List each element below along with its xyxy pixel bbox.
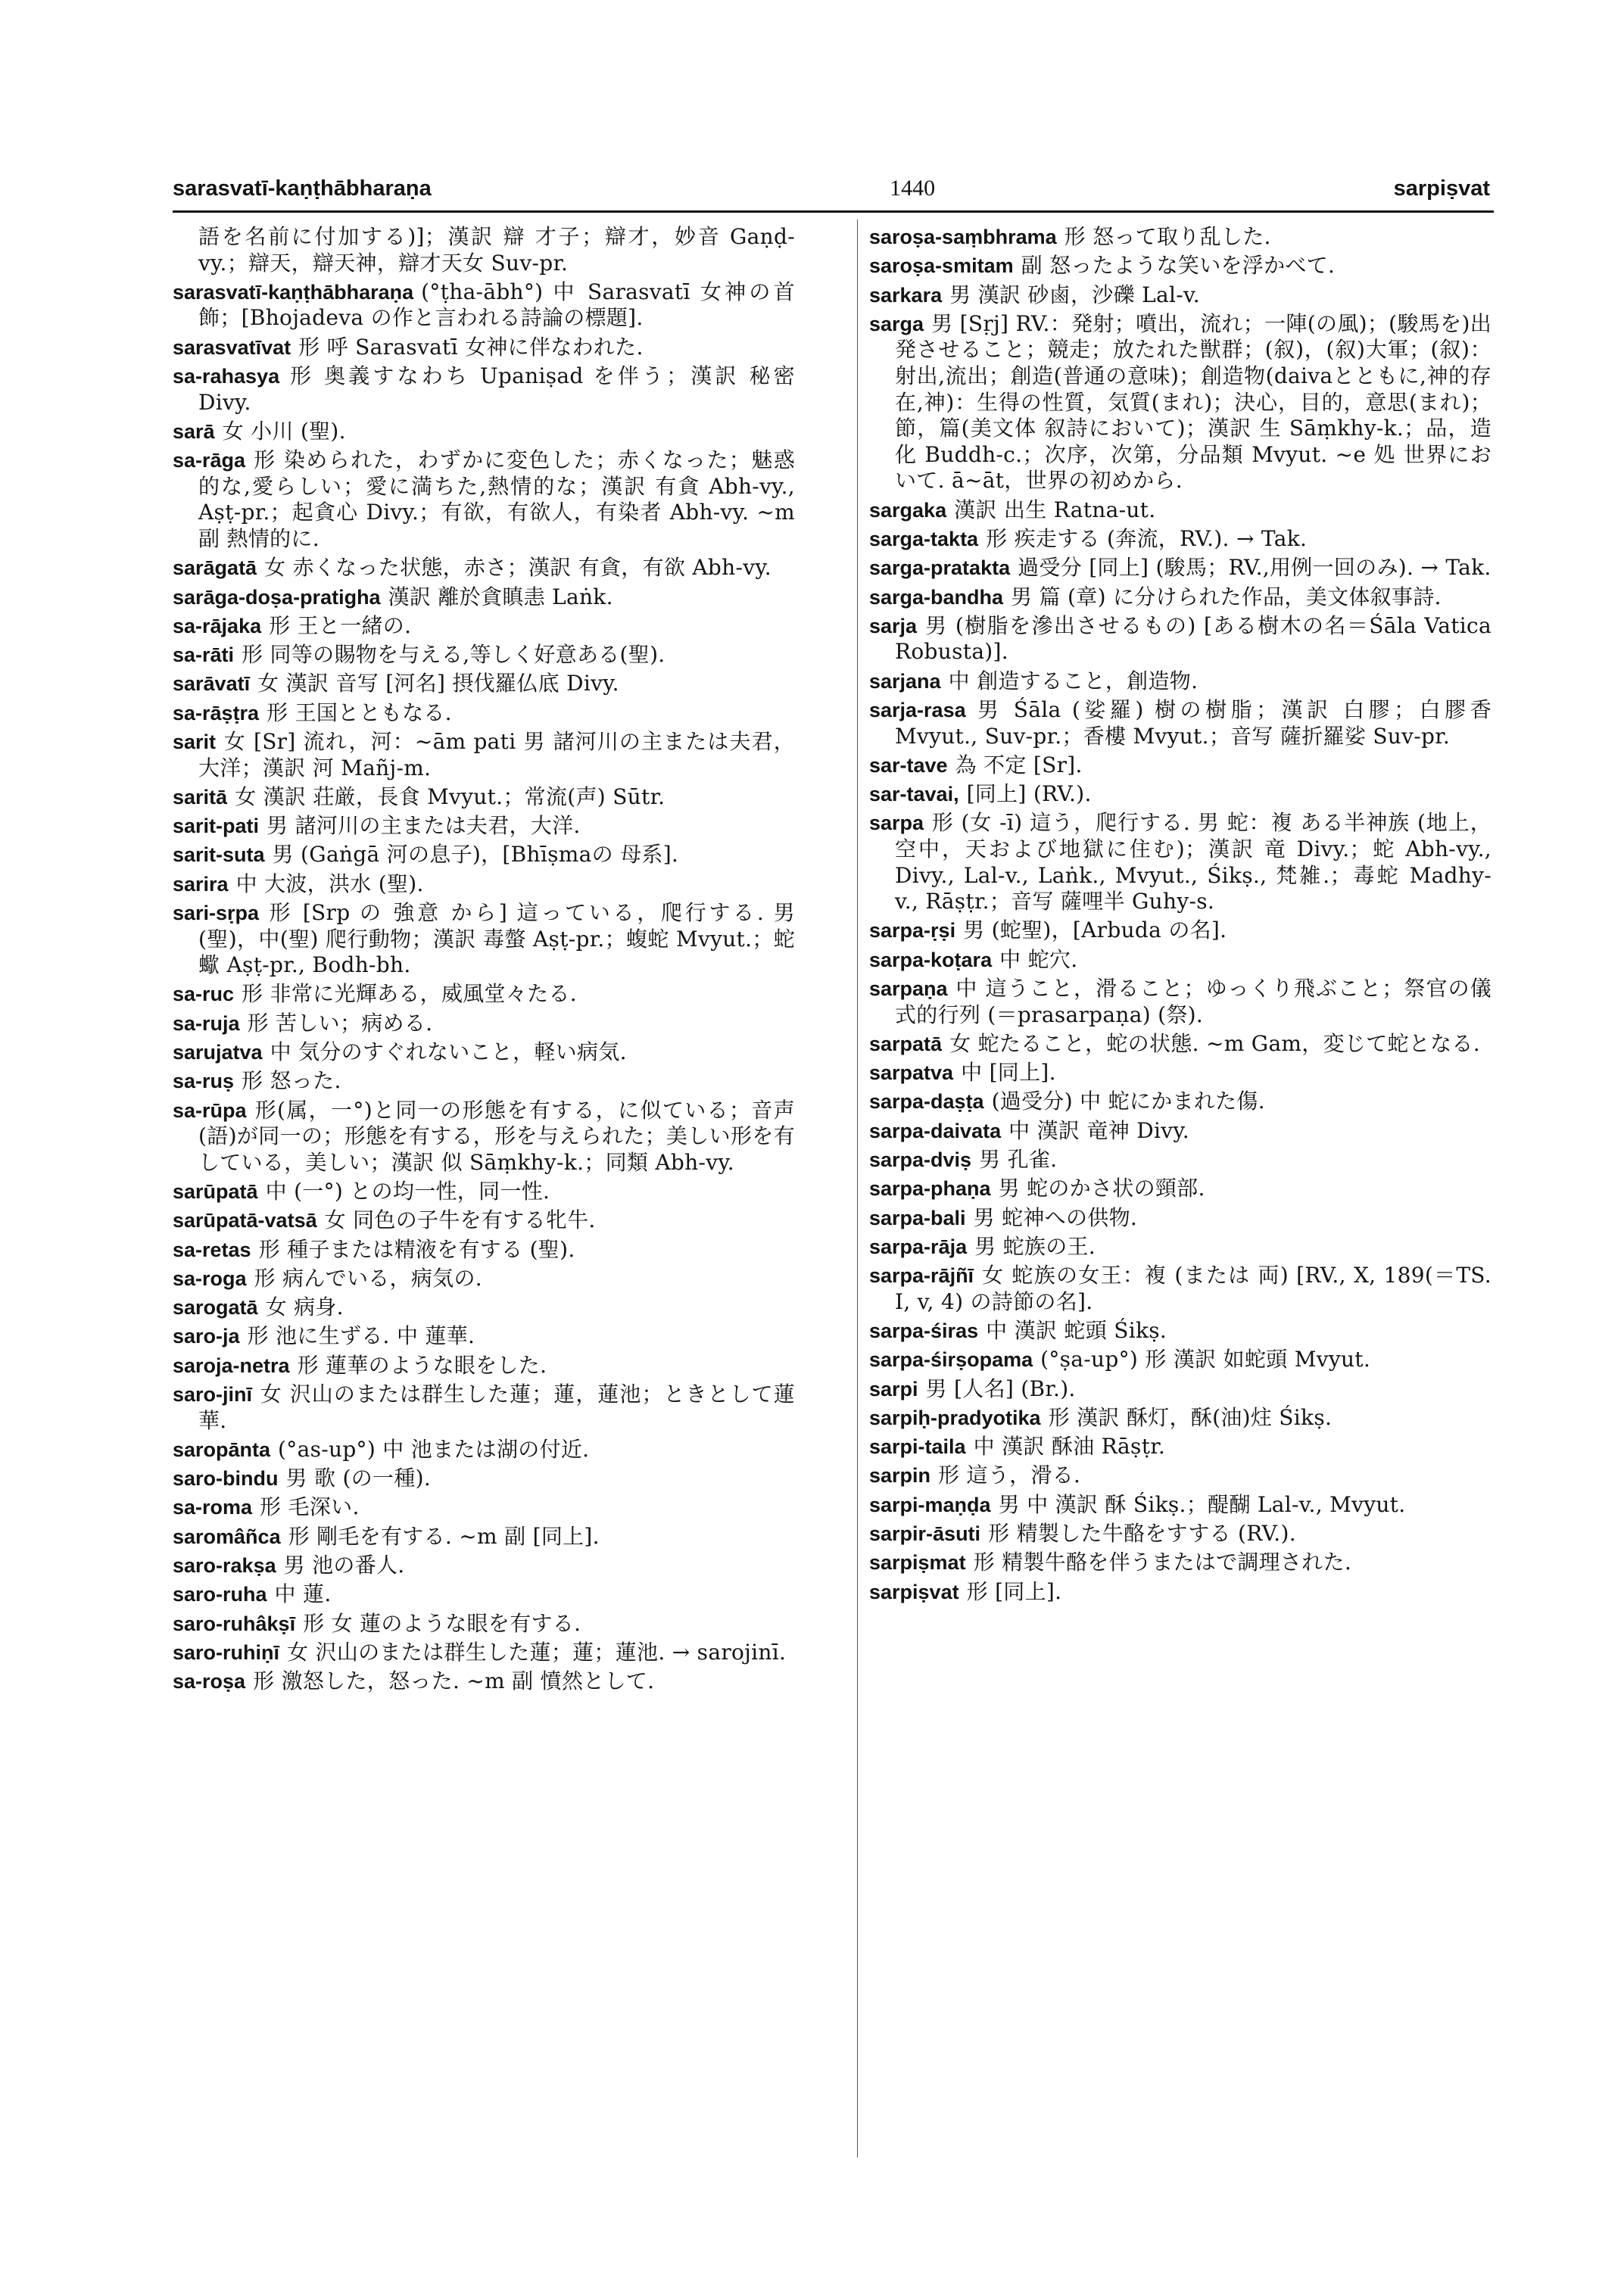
dictionary-entry: [173, 1207, 795, 1234]
dictionary-entry: [869, 947, 1492, 974]
entry-headword: sa-ruc: [173, 983, 235, 1006]
entry-definition: 形 剛毛を有する. ~m 副 [同上].: [288, 1523, 600, 1549]
dictionary-entry: [173, 1524, 795, 1550]
entry-definition: 男 Śāla (娑羅) 樹の樹脂；漢訳 白膠；白膠香 Mvyut., Suv-pr.；香樓 Mvyut.；音写 薩折羅娑 Suv-pr.: [895, 696, 1492, 749]
entry-headword: sarit: [173, 730, 217, 753]
entry-headword: sarogatā: [173, 1296, 258, 1319]
dictionary-entry: [173, 813, 795, 840]
entry-definition: 女 小川 (聖).: [222, 418, 346, 444]
dictionary-entry: [869, 1550, 1492, 1576]
entry-definition: 女 漢訳 荘厳，長食 Mvyut.；常流(声) Sūtr.: [235, 784, 665, 809]
entry-headword: sarūpatā-vatsā: [173, 1209, 317, 1232]
entry-definition: 形 激怒した，怒った. ~m 副 憤然として.: [253, 1668, 655, 1694]
dictionary-entry: [173, 1382, 795, 1434]
entry-definition: 形 怒って取り乱した.: [1064, 224, 1271, 249]
entry-headword: sa-retas: [173, 1238, 251, 1261]
entry-definition: 中 漢訳 酥油 Rāṣṭr.: [973, 1434, 1166, 1460]
entry-headword: sarpiṣvat: [869, 1580, 959, 1603]
dictionary-entry: [869, 584, 1492, 611]
entry-headword: sarpatā: [869, 1032, 943, 1055]
entry-headword: sarga-bandha: [869, 585, 1004, 609]
entry-headword: sarit-suta: [173, 843, 265, 867]
dictionary-entry: [173, 1581, 795, 1608]
header-first-headword: sarasvatī-kaṇṭhābharaṇa: [173, 176, 432, 201]
dictionary-entry: [173, 419, 795, 445]
dictionary-entry: [869, 1089, 1492, 1115]
entry-definition: 男 孔雀.: [979, 1147, 1058, 1173]
entry-headword: sarpir-āsuti: [869, 1522, 981, 1545]
entry-headword: sarga-takta: [869, 527, 979, 550]
entry-headword: sa-rājaka: [173, 614, 262, 637]
entry-definition: 女 同色の子牛を有する牝牛.: [324, 1207, 596, 1233]
entry-headword: sarāgatā: [173, 556, 257, 580]
dictionary-entry: [173, 447, 795, 552]
dictionary-entry: [173, 729, 795, 781]
entry-definition: 形 王と一緒の.: [269, 612, 412, 638]
dictionary-entry: [869, 1031, 1492, 1058]
dictionary-entry: [173, 671, 795, 697]
entry-definition: 男 歌 (の一種).: [285, 1466, 432, 1491]
dictionary-entry: [869, 1318, 1492, 1344]
entry-headword: saro-bindu: [173, 1467, 279, 1491]
entry-definition: 男 (Gaṅgā 河の息子)，[Bhīṣmaの 母系].: [272, 842, 679, 868]
entry-headword: saro-rakṣa: [173, 1553, 276, 1577]
entry-headword: sarpa-dviṣ: [869, 1148, 972, 1172]
entry-definition: 形 毛深い.: [260, 1494, 360, 1520]
entry-definition: 形 呼 Sarasvatī 女神に伴なわれた.: [298, 334, 644, 360]
dictionary-entry: [869, 976, 1492, 1028]
dictionary-entry: [173, 784, 795, 811]
entry-definition: 形 王国とともなる.: [267, 699, 452, 725]
dictionary-entry: [173, 555, 795, 581]
entry-headword: sarpatva: [869, 1061, 954, 1085]
dictionary-entry: [173, 1266, 795, 1292]
entry-definition: 男 蛇神への供物.: [973, 1204, 1138, 1230]
entry-headword: sa-roga: [173, 1266, 247, 1290]
dictionary-entry: [173, 900, 795, 979]
entry-definition: 形 染められた，わずかに変色した；赤くなった；魅惑的な,愛らしい；愛に満ちた,熱情的な；漢訳 有貪 Abh-vy., Aṣṭ-pr.；起貪心 Divy.；有欲，有欲人，有染者 Abh-vy. ~m 副 熱情的に.: [198, 447, 795, 551]
entry-headword: saro-ja: [173, 1325, 240, 1348]
entry-definition: 女 蛇族の女王：複 (または 両) [RV., X, 189(＝TS. I, v, 4) の詩節の名].: [895, 1263, 1492, 1314]
entry-definition: 男 中 漢訳 酥 Śikṣ.；醍醐 Lal-v., Mvyut.: [998, 1491, 1406, 1517]
entry-headword: sarpi-taila: [869, 1435, 966, 1459]
entry-definition: 形 奥義すなわち Upaniṣad を伴う；漢訳 秘密 Divy.: [198, 363, 795, 415]
entry-headword: sar-tavai,: [869, 783, 959, 806]
entry-headword: sar-tave: [869, 753, 948, 777]
entry-definition: 中 漢訳 蛇頭 Śikṣ.: [986, 1318, 1167, 1344]
entry-definition: 男 蛇族の王.: [974, 1233, 1096, 1259]
dictionary-entry: [869, 311, 1492, 494]
entry-definition: 形 [Srp の 強意 から] 這っている，爬行する. 男(聖)，中(聖) 爬行動物；漢訳 毒螫 Aṣṭ-pr.；蝮蛇 Mvyut.；蛇蠍 Aṣṭ-pr., Bodh-bh.: [198, 899, 795, 978]
entry-headword: sarpa-rājñī: [869, 1264, 974, 1288]
entry-definition: 男 池の番人.: [283, 1552, 405, 1578]
entry-definition: 形 病んでいる，病気の.: [254, 1265, 482, 1291]
dictionary-entry: [173, 1068, 795, 1095]
dictionary-entry: [173, 1466, 795, 1492]
entry-headword: sargaka: [869, 498, 947, 522]
entry-headword: sarit-pati: [173, 815, 260, 838]
entry-definition: [同上] (RV.).: [966, 781, 1092, 807]
dictionary-entry: [173, 584, 795, 611]
dictionary-entry: [869, 613, 1492, 665]
dictionary-entry: [869, 1405, 1492, 1432]
entry-definition: 女 [Sr] 流れ，河：~ām pati 男 諸河川の主または夫君，大洋；漢訳 河 Mañj-m.: [198, 728, 795, 780]
dictionary-entry: [173, 1323, 795, 1350]
dictionary-entry: [869, 697, 1492, 749]
entry-headword: sarujatva: [173, 1040, 263, 1064]
dictionary-entry: [173, 363, 795, 416]
entry-headword: saroṣa-smitam: [869, 254, 1014, 278]
entry-headword: saro-ruhiṇī: [173, 1640, 280, 1664]
entry-definition: 漢訳 出生 Ratna-ut.: [954, 497, 1156, 522]
entry-headword: sarpin: [869, 1464, 931, 1488]
dictionary-entry: [869, 1147, 1492, 1173]
entry-headword: saritā: [173, 785, 228, 808]
entry-definition: 形 疾走する (奔流，RV.). → Tak.: [986, 525, 1308, 551]
entry-headword: sarpa-ṛṣi: [869, 919, 956, 942]
dictionary-entry: [173, 1179, 795, 1205]
entry-definition: 為 不定 [Sr].: [955, 752, 1083, 777]
dictionary-entry: [869, 781, 1492, 808]
entry-headword: sarasvatī-kaṇṭhābharaṇa: [173, 280, 414, 304]
entry-headword: sa-roṣa: [173, 1670, 246, 1693]
entry-definition: 女 漢訳 音写 [河名] 摂伐羅仏底 Divy.: [257, 671, 619, 696]
entry-definition: 中 気分のすぐれないこと，軽い病気.: [270, 1039, 627, 1064]
dictionary-entry: [869, 1376, 1492, 1403]
dictionary-entry: [869, 282, 1492, 309]
entry-definition: 形 這う，滑る.: [938, 1463, 1081, 1488]
entry-definition: 形 種子または精液を有する (聖).: [258, 1236, 575, 1262]
dictionary-entry: [173, 700, 795, 727]
left-column: [173, 224, 795, 1697]
entry-headword: sarā: [173, 419, 215, 443]
entry-headword: saro-ruha: [173, 1583, 267, 1606]
entry-definition: 形 女 蓮のような眼を有する.: [303, 1610, 581, 1636]
header-last-headword: sarpiṣvat: [1393, 176, 1490, 201]
entry-headword: sa-ruja: [173, 1011, 240, 1035]
dictionary-entry: [869, 1579, 1492, 1606]
entry-headword: sarpa-daṣṭa: [869, 1090, 984, 1114]
entry-definition: 形(属，一°)と同一の形態を有する，に似ている；音声(語)が同一の；形態を有する，形を与えられた；美しい形を有している，美しい；漢訳 似 Sāṃkhy-k.；同類 Abh-vy.: [198, 1097, 795, 1175]
entry-definition: 副 怒ったような笑いを浮かべて.: [1021, 253, 1336, 279]
entry-definition: 漢訳 離於貪瞋恚 Laṅk.: [388, 584, 613, 609]
entry-headword: sarpi: [869, 1377, 918, 1400]
entry-headword: sarpa: [869, 812, 924, 835]
dictionary-entry: [173, 335, 795, 361]
dictionary-entry: [173, 1437, 795, 1463]
entry-definition: 中 [同上].: [961, 1060, 1056, 1086]
entry-definition: 女 赤くなった状態，赤さ；漢訳 有貪，有欲 Abh-vy.: [264, 555, 771, 581]
entry-headword: saro-jinī: [173, 1382, 253, 1406]
dictionary-entry: [173, 842, 795, 868]
dictionary-entry: [869, 224, 1492, 251]
entry-headword: sarpaṇa: [869, 977, 948, 1001]
entry-headword: sarja-rasa: [869, 698, 966, 721]
dictionary-entry: [869, 810, 1492, 914]
dictionary-entry: [173, 871, 795, 898]
entry-headword: sarpa-daivata: [869, 1119, 1002, 1142]
dictionary-entry: [173, 1494, 795, 1521]
dictionary-entry: [173, 1098, 795, 1176]
entry-headword: sarjana: [869, 669, 941, 693]
dictionary-entry: [869, 1263, 1492, 1315]
entry-definition: 男 [人名] (Br.).: [925, 1375, 1076, 1401]
entry-definition: 男 (蛇聖)，[Arbuda の名].: [963, 918, 1227, 943]
entry-headword: saropānta: [173, 1438, 271, 1461]
entry-definition: 形 非常に光輝ある，威風堂々たる.: [242, 981, 577, 1007]
entry-definition: 中 大波，洪水 (聖).: [235, 871, 424, 896]
entry-definition: 女 沢山のまたは群生した蓮；蓮，蓮池；ときとして蓮華.: [198, 1381, 795, 1433]
header-rule: [173, 210, 1494, 213]
entry-definition: 男 蛇のかさ状の頸部.: [998, 1176, 1205, 1201]
dictionary-entry: [869, 1521, 1492, 1547]
dictionary-entry: [869, 1176, 1492, 1202]
page-number: 1440: [890, 176, 936, 201]
entry-headword: sarāvatī: [173, 672, 251, 696]
dictionary-entry: [173, 1011, 795, 1037]
dictionary-entry: [869, 1492, 1492, 1519]
dictionary-entry: [869, 1434, 1492, 1460]
entry-headword: saroja-netra: [173, 1354, 290, 1377]
entry-headword: sarpiṣmat: [869, 1551, 966, 1575]
entry-definition: 形 怒った.: [242, 1068, 341, 1094]
entry-definition: 中 (一°) との均一性，同一性.: [265, 1179, 550, 1204]
dictionary-entry: [869, 555, 1492, 581]
dictionary-entry: [869, 1060, 1492, 1086]
dictionary-entry: [173, 981, 795, 1008]
entry-headword: sarpa-phaṇa: [869, 1177, 991, 1201]
entry-definition: 女 病身.: [265, 1294, 344, 1320]
entry-definition: 男 (樹脂を滲出させるもの) [ある樹木の名＝Śāla Vatica Robusta)].: [895, 612, 1492, 665]
entry-definition: 形 (女 -ī) 這う，爬行する. 男 蛇：複 ある半神族 (地上，空中，天および地獄に住む)；漢訳 竜 Divy.；蛇 Abh-vy., Divy., Lal-v., Laṅk., Mvyut., Śikṣ., 梵雑.；毒蛇 Madhy-v., Rāṣṭr.；音写 薩哩半 Guhy-s.: [895, 810, 1492, 914]
entry-headword: sarpa-rāja: [869, 1235, 968, 1258]
entry-definition: (°ṭha-ābh°) 中 Sarasvatī 女神の首飾；[Bhojadeva の作と言われる詩論の標題].: [198, 279, 795, 331]
dictionary-entry: [173, 613, 795, 640]
entry-headword: sa-rāga: [173, 449, 246, 472]
entry-headword: sarpa-koṭara: [869, 948, 993, 971]
entry-headword: sarga: [869, 312, 924, 335]
dictionary-entry: [869, 918, 1492, 944]
entry-headword: sarpa-śiras: [869, 1319, 979, 1343]
dictionary-entry: [869, 497, 1492, 524]
entry-definition: 女 蛇たること，蛇の状態. ~m Gam，変じて蛇となる.: [949, 1030, 1480, 1056]
entry-definition: 中 蛇穴.: [999, 946, 1078, 972]
entry-definition: 形 精製した牛酪をすする (RV.).: [988, 1521, 1296, 1546]
entry-definition: 女 沢山のまたは群生した蓮；蓮；蓮池. → sarojinī.: [287, 1639, 787, 1665]
entry-headword: saro-ruhâkṣī: [173, 1612, 296, 1635]
entry-headword: sarasvatīvat: [173, 335, 291, 359]
dictionary-entry: [869, 1118, 1492, 1145]
entry-definition: 男 [Sṛj] RV.：発射；噴出，流れ；一陣(の風)；(駿馬を)出発させること；競走；放たれた獣群；(叙)，(叙)大軍；(叙)：射出,流出；創造(普通の意味)；創造物(daivaとともに,神的存在,神)：生得の性質，気質(まれ)；決心，目的，意思(まれ)；節，篇(美文体 叙詩において)；漢訳 生 Sāṃkhy-k.；品，造化 Buddh-c.；次序，次第，分品類 Mvyut. ~e 処 世界において. ā~āt，世界の初めから.: [895, 310, 1492, 494]
dictionary-entry: [173, 1294, 795, 1321]
dictionary-entry: [173, 1039, 795, 1066]
entry-definition: 語を名前に付加する)]；漢訳 辯 才子；辯才，妙音 Gaṇḍ-vy.；辯天，辯天神，辯才天女 Suv-pr.: [198, 224, 795, 276]
dictionary-entry: [173, 1553, 795, 1579]
entry-headword: sa-ruṣ: [173, 1070, 235, 1093]
entry-headword: sarkara: [869, 283, 943, 307]
entry-headword: sarāga-doṣa-pratigha: [173, 585, 381, 609]
dictionary-entry: [869, 668, 1492, 695]
dictionary-entry: [173, 279, 795, 332]
entry-headword: saromâñca: [173, 1525, 281, 1548]
dictionary-entry: [173, 1640, 795, 1666]
entry-definition: 男 篇 (章) に分けられた作品，美文体叙事詩.: [1011, 584, 1442, 609]
entry-definition: 形 蓮華のような眼をした.: [297, 1352, 547, 1378]
right-column: [869, 224, 1492, 1608]
entry-definition: 中 漢訳 竜神 Divy.: [1008, 1117, 1189, 1143]
entry-definition: (°ṣa-up°) 形 漢訳 如蛇頭 Mvyut.: [1040, 1347, 1371, 1372]
column-divider: [857, 220, 858, 2157]
dictionary-entry: [869, 1205, 1492, 1232]
entry-definition: 男 諸河川の主または夫君，大洋.: [267, 813, 581, 839]
entry-headword: sarja: [869, 614, 918, 637]
dictionary-entry: [869, 752, 1492, 779]
dictionary-entry: [173, 1611, 795, 1637]
dictionary-entry: [173, 224, 795, 276]
entry-definition: (過受分) 中 蛇にかまれた傷.: [991, 1089, 1265, 1114]
entry-headword: sa-roma: [173, 1496, 253, 1519]
entry-headword: sarpi-maṇḍa: [869, 1493, 991, 1516]
entry-definition: 形 同等の賜物を与える,等しく好意ある(聖).: [242, 642, 665, 668]
entry-definition: 男 漢訳 砂鹵，沙礫 Lal-v.: [949, 282, 1201, 307]
entry-headword: sari-sṛpa: [173, 901, 260, 924]
dictionary-entry: [173, 642, 795, 668]
entry-headword: sa-rāṣṭra: [173, 701, 260, 724]
entry-definition: 形 漢訳 酥灯，酥(油)炷 Śikṣ.: [1048, 1404, 1333, 1430]
entry-definition: 形 池に生ずる. 中 蓮華.: [247, 1323, 475, 1349]
entry-headword: sarpiḥ-pradyotika: [869, 1406, 1041, 1429]
dictionary-entry: [869, 1234, 1492, 1260]
entry-headword: sarpa-bali: [869, 1206, 966, 1229]
dictionary-entry: [173, 1353, 795, 1379]
entry-headword: sa-rūpa: [173, 1098, 247, 1122]
dictionary-entry: [173, 1237, 795, 1263]
entry-headword: saroṣa-saṃbhrama: [869, 226, 1057, 248]
running-head: [173, 176, 1490, 212]
entry-definition: 中 蓮.: [274, 1581, 332, 1607]
entry-definition: 中 這うこと，滑ること；ゆっくり飛ぶこと；祭官の儀式的行列 (＝prasarpaṇa) (祭).: [895, 976, 1492, 1027]
dictionary-entry: [173, 1668, 795, 1695]
entry-headword: sarūpatā: [173, 1180, 258, 1203]
entry-definition: 過受分 [同上] (駿馬；RV.,用例一回のみ). → Tak.: [1018, 555, 1492, 581]
entry-headword: sarga-pratakta: [869, 556, 1011, 580]
entry-definition: 中 創造すること，創造物.: [948, 668, 1199, 693]
dictionary-entry: [869, 1347, 1492, 1373]
entry-headword: sarira: [173, 872, 229, 896]
entry-headword: sa-rahasya: [173, 365, 280, 388]
entry-definition: 形 精製牛酪を伴うまたはで調理された.: [973, 1550, 1352, 1575]
entry-definition: (°as-up°) 中 池または湖の付近.: [278, 1436, 590, 1462]
dictionary-entry: [869, 526, 1492, 553]
entry-headword: sa-rāti: [173, 643, 235, 667]
entry-definition: 形 [同上].: [966, 1578, 1062, 1604]
dictionary-entry: [869, 1463, 1492, 1489]
dictionary-entry: [869, 253, 1492, 279]
entry-headword: sarpa-śirṣopama: [869, 1348, 1033, 1372]
entry-definition: 形 苦しい；病める.: [247, 1010, 433, 1036]
